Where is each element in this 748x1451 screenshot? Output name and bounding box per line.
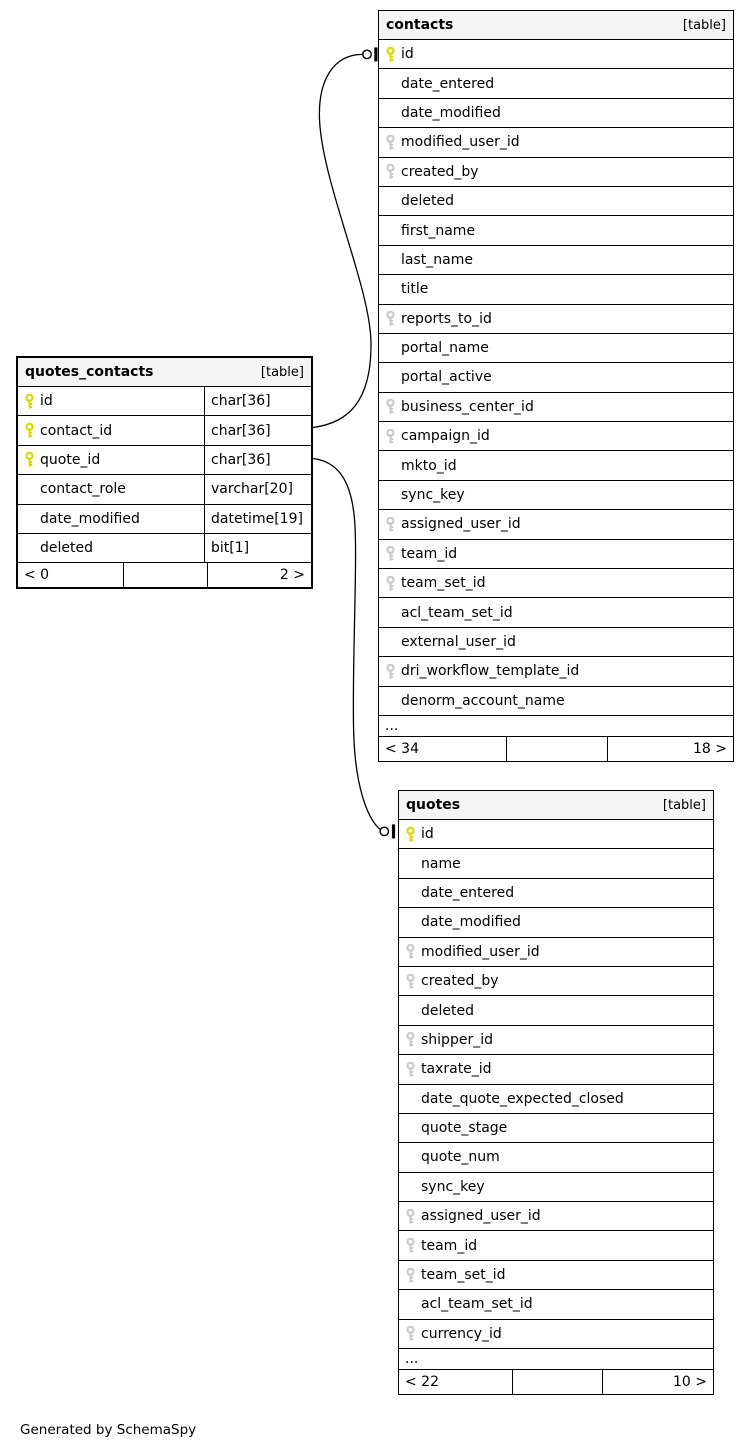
column-row	[379, 657, 733, 686]
child-count: 2 >	[207, 563, 311, 587]
column-name: shipper_id	[421, 1031, 493, 1048]
column-row	[399, 1290, 713, 1319]
column-row	[18, 387, 311, 416]
column-name: quote_num	[421, 1149, 500, 1166]
parent-count: < 22	[405, 1374, 439, 1391]
primary-key-icon	[379, 40, 401, 68]
column-row	[18, 534, 311, 563]
generated-by-note: Generated by SchemaSpy	[20, 1422, 197, 1438]
column-row	[399, 849, 713, 878]
column-name: date_modified	[421, 914, 521, 931]
column-name: id	[401, 46, 414, 63]
key-placeholder	[379, 598, 401, 626]
column-name: team_set_id	[421, 1267, 506, 1284]
column-name: team_id	[421, 1237, 478, 1254]
truncated-columns-row: ...	[399, 1349, 713, 1370]
column-row	[379, 422, 733, 451]
column-row	[379, 393, 733, 422]
column-name: sync_key	[421, 1178, 485, 1195]
footer-middle-cell	[123, 563, 207, 587]
column-name: id	[421, 826, 434, 843]
edge-quotes_contacts-contact_id-to-contacts-id	[313, 54, 371, 427]
key-placeholder	[399, 1290, 421, 1318]
column-name: id	[40, 393, 53, 410]
key-placeholder	[379, 69, 401, 97]
table-type-badge: [table]	[662, 797, 706, 813]
column-list	[18, 387, 311, 563]
table-title-quotes_contacts[interactable]: quotes_contacts	[25, 364, 154, 380]
column-row	[379, 334, 733, 363]
table-header	[399, 791, 713, 820]
column-row	[379, 540, 733, 569]
column-name: reports_to_id	[401, 310, 492, 327]
column-name: deleted	[401, 193, 454, 210]
column-type: char[36]	[204, 416, 311, 444]
column-name: assigned_user_id	[421, 1208, 541, 1225]
column-row	[379, 687, 733, 716]
column-row	[399, 1320, 713, 1349]
child-count: 10 >	[602, 1370, 713, 1394]
key-placeholder	[379, 687, 401, 715]
key-placeholder	[18, 505, 40, 533]
column-type: datetime[19]	[204, 505, 311, 533]
column-row	[379, 40, 733, 69]
key-placeholder	[379, 363, 401, 391]
foreign-key-icon	[399, 1320, 421, 1348]
foreign-key-icon	[399, 967, 421, 995]
foreign-key-icon	[379, 305, 401, 333]
column-row	[399, 1085, 713, 1114]
column-name: title	[401, 281, 429, 298]
column-name: modified_user_id	[421, 943, 540, 960]
column-name: quote_id	[40, 451, 101, 468]
column-row	[399, 1114, 713, 1143]
column-row	[399, 1261, 713, 1290]
foreign-key-icon	[399, 1202, 421, 1230]
table-header	[379, 11, 733, 40]
column-row	[399, 1143, 713, 1172]
footer-middle-cell	[506, 737, 607, 761]
foreign-key-icon	[399, 1026, 421, 1054]
foreign-key-icon	[399, 1231, 421, 1259]
column-name: acl_team_set_id	[401, 604, 513, 621]
column-row	[399, 820, 713, 849]
table-footer	[399, 1370, 713, 1394]
column-name: taxrate_id	[421, 1061, 492, 1078]
column-name: contact_role	[40, 481, 126, 498]
column-row	[379, 187, 733, 216]
column-row	[379, 99, 733, 128]
column-list	[399, 820, 713, 1349]
column-row	[379, 598, 733, 627]
column-name: name	[421, 855, 461, 872]
table-type-badge: [table]	[260, 364, 304, 380]
foreign-key-icon	[379, 540, 401, 568]
table-node-quotes_contacts	[16, 356, 313, 589]
child-count: 18 >	[607, 737, 733, 761]
column-name: external_user_id	[401, 634, 516, 650]
column-row	[379, 69, 733, 98]
column-row	[379, 128, 733, 157]
column-row	[399, 1231, 713, 1260]
parent-count: < 0	[24, 567, 50, 584]
column-name: denorm_account_name	[401, 692, 565, 709]
column-name: mkto_id	[401, 457, 457, 474]
key-placeholder	[18, 534, 40, 562]
column-name: assigned_user_id	[401, 516, 521, 533]
column-name: deleted	[40, 540, 93, 557]
column-name: sync_key	[401, 487, 465, 504]
column-row	[379, 275, 733, 304]
primary-key-icon	[18, 416, 40, 444]
edge-endpoint-tee-quotes	[392, 824, 395, 838]
table-node-contacts	[378, 10, 734, 762]
table-footer	[379, 737, 733, 761]
key-placeholder	[379, 216, 401, 244]
edge-endpoint-circle-quotes	[380, 827, 388, 835]
column-name: team_set_id	[401, 575, 486, 592]
edge-quotes_contacts-quote_id-to-quotes-id	[313, 459, 380, 830]
column-name: portal_active	[401, 369, 492, 386]
foreign-key-icon	[379, 128, 401, 156]
column-name: campaign_id	[401, 428, 490, 445]
column-name: acl_team_set_id	[421, 1296, 533, 1313]
column-row	[379, 451, 733, 480]
column-type: varchar[20]	[204, 475, 311, 503]
foreign-key-icon	[399, 1055, 421, 1083]
foreign-key-icon	[379, 569, 401, 597]
column-name: quote_stage	[421, 1120, 508, 1137]
key-placeholder	[399, 1085, 421, 1113]
truncated-columns-row: ...	[379, 716, 733, 737]
foreign-key-icon	[379, 510, 401, 538]
foreign-key-icon	[379, 422, 401, 450]
column-row	[399, 967, 713, 996]
column-row	[379, 305, 733, 334]
column-name: business_center_id	[401, 398, 534, 415]
table-header	[18, 358, 311, 387]
foreign-key-icon	[399, 1261, 421, 1289]
primary-key-icon	[399, 820, 421, 848]
key-placeholder	[379, 275, 401, 303]
key-placeholder	[399, 908, 421, 936]
key-placeholder	[399, 1143, 421, 1171]
key-placeholder	[379, 246, 401, 274]
column-name: created_by	[401, 163, 479, 180]
edge-endpoint-circle-contacts	[363, 50, 371, 58]
column-name: first_name	[401, 222, 476, 239]
key-placeholder	[399, 1173, 421, 1201]
column-row	[399, 879, 713, 908]
column-row	[18, 505, 311, 534]
column-name: date_modified	[401, 104, 501, 121]
column-type: char[36]	[204, 387, 311, 415]
table-title-quotes[interactable]: quotes	[406, 797, 461, 813]
table-title-contacts[interactable]: contacts	[386, 17, 454, 33]
column-name: date_entered	[401, 75, 495, 92]
column-name: last_name	[401, 251, 473, 268]
column-row	[18, 446, 311, 475]
column-name: dri_workflow_template_id	[401, 663, 580, 680]
key-placeholder	[399, 849, 421, 877]
key-placeholder	[379, 481, 401, 509]
primary-key-icon	[18, 387, 40, 415]
key-placeholder	[399, 1114, 421, 1142]
key-placeholder	[18, 475, 40, 503]
foreign-key-icon	[379, 393, 401, 421]
column-row	[379, 246, 733, 275]
column-type: bit[1]	[204, 534, 311, 562]
column-row	[399, 1026, 713, 1055]
column-row	[399, 1055, 713, 1084]
key-placeholder	[379, 187, 401, 215]
foreign-key-icon	[379, 657, 401, 685]
column-row	[399, 1173, 713, 1202]
column-name: deleted	[421, 1002, 474, 1019]
table-type-badge: [table]	[682, 17, 726, 33]
footer-middle-cell	[512, 1370, 601, 1394]
column-name: team_id	[401, 545, 458, 562]
column-name: portal_name	[401, 340, 489, 357]
column-name: created_by	[421, 973, 499, 990]
key-placeholder	[399, 996, 421, 1024]
primary-key-icon	[18, 446, 40, 474]
column-name: date_quote_expected_closed	[421, 1090, 624, 1107]
column-name: contact_id	[40, 422, 113, 439]
foreign-key-icon	[379, 158, 401, 186]
column-row	[379, 363, 733, 392]
column-row	[379, 569, 733, 598]
table-footer	[18, 563, 311, 587]
column-list	[379, 40, 733, 716]
key-placeholder	[379, 628, 401, 656]
column-row	[379, 510, 733, 539]
foreign-key-icon	[399, 938, 421, 966]
column-name: modified_user_id	[401, 134, 520, 151]
column-type: char[36]	[204, 446, 311, 474]
key-placeholder	[399, 879, 421, 907]
column-row	[18, 475, 311, 504]
column-row	[379, 158, 733, 187]
column-name: date_modified	[40, 510, 140, 527]
column-name: date_entered	[421, 884, 515, 901]
key-placeholder	[379, 451, 401, 479]
column-row	[399, 996, 713, 1025]
column-row	[379, 216, 733, 245]
column-name: currency_id	[421, 1325, 502, 1342]
key-placeholder	[379, 99, 401, 127]
parent-count: < 34	[385, 740, 419, 757]
table-node-quotes	[398, 790, 714, 1395]
column-row	[379, 628, 733, 657]
column-row	[399, 938, 713, 967]
column-row	[399, 1202, 713, 1231]
key-placeholder	[379, 334, 401, 362]
column-row	[18, 416, 311, 445]
column-row	[399, 908, 713, 937]
column-row	[379, 481, 733, 510]
